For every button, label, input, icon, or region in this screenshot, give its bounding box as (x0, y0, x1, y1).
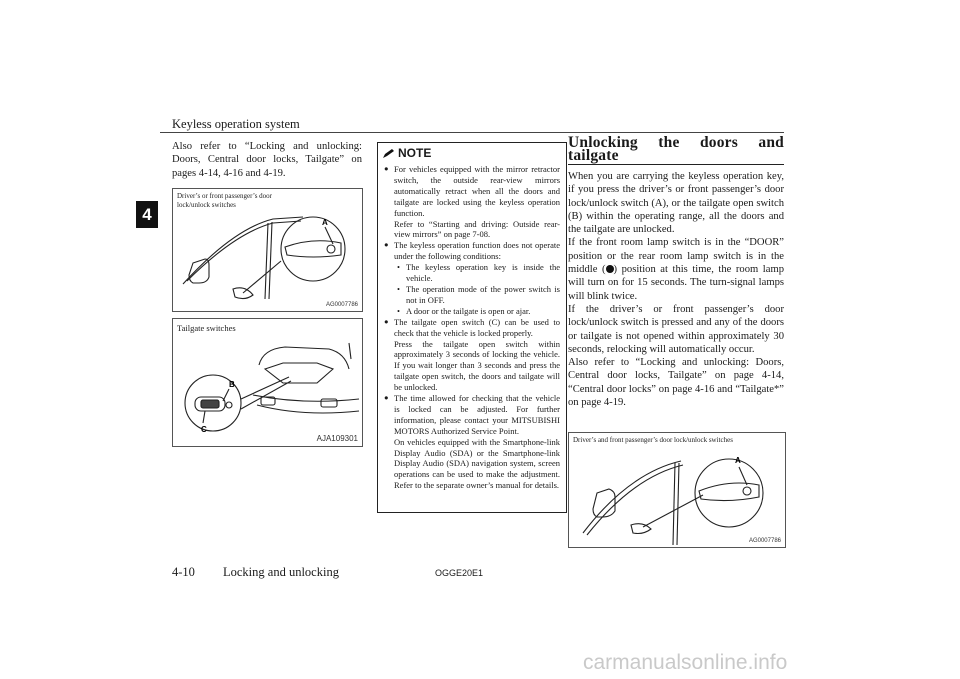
section-paragraph: If the front room lamp switch is in the “DOOR” position or the rear room lamp switch is in the middle ( ) position at this time, the room lamp will turn on for 15 seconds. The turn-signal lamps will blink twice. (568, 237, 784, 302)
section-title: Unlocking the doors and tailgate (568, 134, 784, 164)
note-sub-item: • The operation mode of the power switch is not in OFF. (394, 284, 560, 306)
note-list (384, 164, 560, 491)
note-item: ● The keyless operation function does not operate under the following conditions: • The keyless operation key is inside the vehicle. • The operation mode of the power switch is not in OFF. • A door or the tailgate is open or ajar. (384, 240, 560, 316)
label-a: A (735, 456, 741, 465)
intro-paragraph: Also refer to “Locking and unlocking: Doors, Central door locks, Tailgate” on pages 4-14, 4-16 and 4-19. (172, 141, 362, 179)
door-handle-illustration (569, 433, 785, 547)
figure-caption: Driver’s or front passenger’s door lock/unlock switches (177, 192, 272, 209)
label-c: C (201, 425, 207, 434)
section-paragraph: If the driver’s or front passenger’s door lock/unlock switch is pressed and any of the doors or tailgate is not opened within approximately 30 seconds, relocking will automatically occur. (568, 303, 784, 355)
label-b: B (229, 380, 235, 389)
footer-doc-code: OGGE20E1 (435, 568, 484, 578)
figure-door-switches (172, 188, 363, 312)
figure-code: AJA109301 (316, 434, 358, 443)
figure-tailgate-switches (172, 318, 363, 447)
tailgate-illustration (173, 319, 362, 446)
note-item: ● The tailgate open switch (C) can be used to check that the vehicle is locked properly. Press the tailgate open switch within approximately 3 seconds of locking the vehicle. If you wait longer than 3 seconds and press the tailgate open switch, the doors and tailgate will be unlocked. (384, 317, 560, 393)
footer-page-number: 4-10 (172, 565, 195, 579)
header-rule (160, 132, 784, 133)
figure-door-switches-2 (568, 432, 786, 548)
note-sub-item: • A door or the tailgate is open or ajar. (394, 306, 560, 317)
note-pencil-icon (382, 148, 395, 159)
figure-caption: Driver’s and front passenger’s door lock/unlock switches (573, 436, 733, 444)
figure-caption: Tailgate switches (177, 323, 236, 333)
label-a: A (322, 218, 328, 227)
middle-position-icon (606, 265, 614, 273)
header-title: Keyless operation system (172, 117, 300, 131)
chapter-tab: 4 (136, 201, 158, 228)
footer-section-name: Locking and unlocking (223, 565, 339, 579)
figure-code: AG0007786 (748, 538, 781, 544)
section-body (568, 170, 784, 409)
watermark: carmanualsonline.info (583, 651, 788, 674)
note-item: ● The time allowed for checking that the vehicle is locked can be adjusted. For further information, please contact your MITSUBISHI MOTORS Authorized Service Point. On vehicles equipped with the Smartphone-link Display Audio (SDA) or the Smartphone-link Display Audio (SDA) navigation system, screen operations can be used to make the adjustment. Refer to the separate owner’s manual for details. (384, 393, 560, 491)
note-sub-item: • The keyless operation key is inside the vehicle. (394, 262, 560, 284)
section-paragraph: When you are carrying the keyless operation key, if you press the driver’s or front passenger’s door lock/unlock switch (A), or the tailgate open switch (B) within the operating range, all the doors and the tailgate are unlocked. (568, 171, 784, 236)
note-heading: NOTE (382, 146, 431, 160)
note-sub-list (394, 262, 560, 317)
figure-code: AG0007786 (325, 302, 358, 308)
section-rule (568, 164, 784, 165)
note-item: ● For vehicles equipped with the mirror retractor switch, the outside rear-view mirrors automatically retract when all the doors and tailgate are locked using the keyless operation function. Refer to “Starting and driving: Outside rear-view mirrors” on page 7-08. (384, 164, 560, 240)
note-box (377, 142, 567, 513)
section-paragraph: Also refer to “Locking and unlocking: Doors, Central door locks, Tailgate” on page 4-14, “Central door locks” on page 4-16 and “Tailgate*” on page 4-19. (568, 357, 784, 409)
